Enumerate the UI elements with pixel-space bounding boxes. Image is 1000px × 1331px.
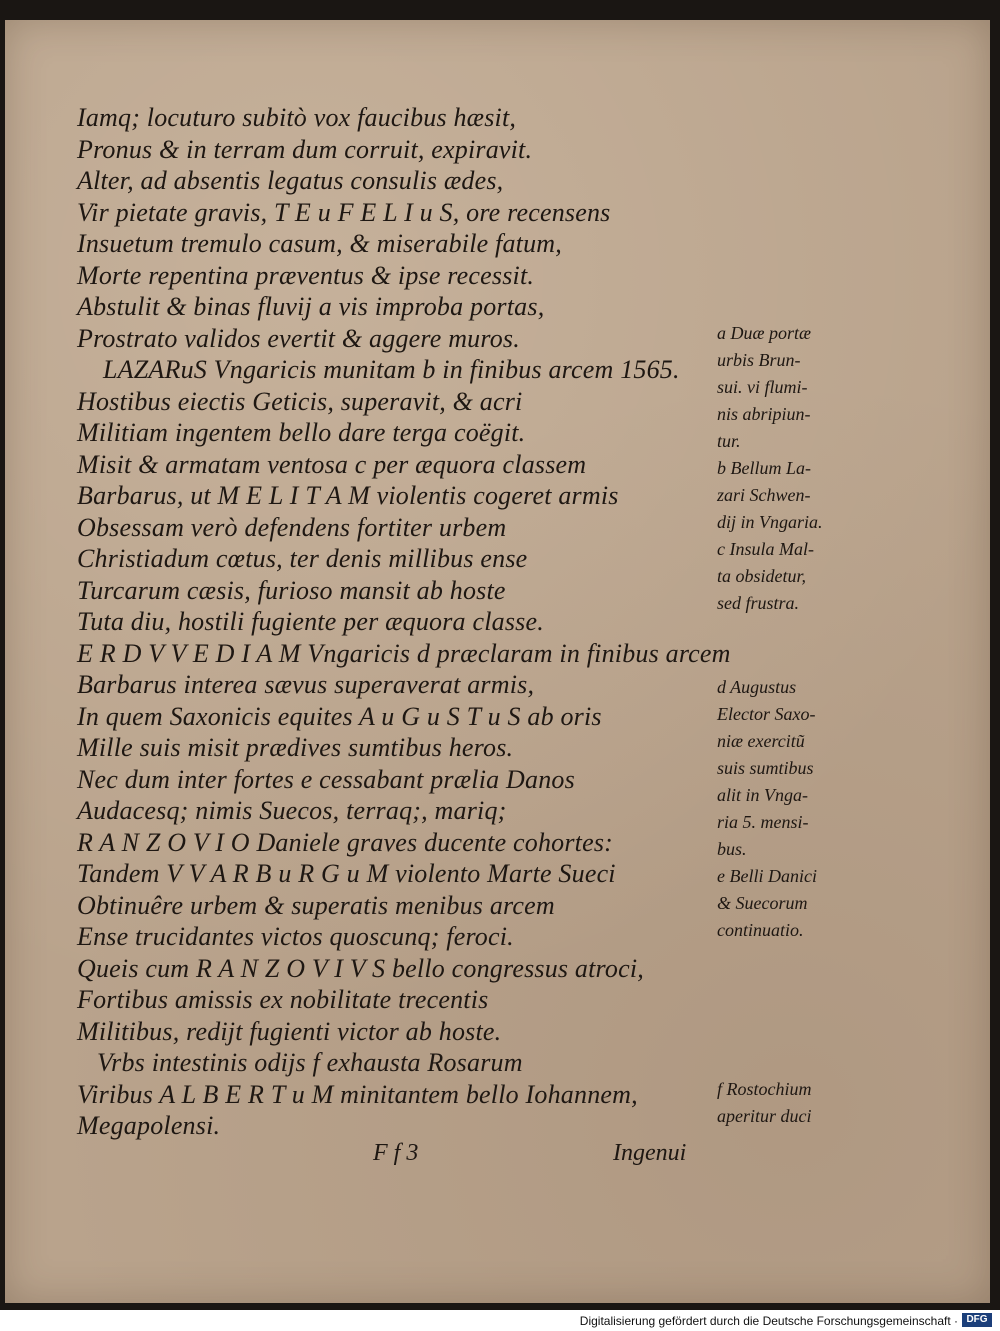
- text-line: In quem Saxonicis equites A u G u S T u S ab oris: [77, 701, 602, 731]
- margin-note-line: b Bellum La-: [717, 458, 811, 478]
- credit-bar: [0, 1310, 1000, 1331]
- text-line: Prostrato validos evertit & aggere muros.: [77, 323, 520, 353]
- margin-note-line: continuatio.: [717, 920, 804, 940]
- text-line: Militibus, redijt fugienti victor ab hoste.: [77, 1016, 502, 1046]
- margin-note-line: e Belli Danici: [717, 866, 817, 886]
- margin-note-line: niæ exercitũ: [717, 731, 805, 751]
- text-line: Insuetum tremulo casum, & miserabile fatum,: [77, 229, 562, 258]
- text-line: Fortibus amissis ex nobilitate trecentis: [77, 985, 489, 1014]
- text-line: Christiadum cœtus, ter denis millibus ense: [77, 544, 528, 573]
- margin-note-line: aperitur duci: [717, 1106, 812, 1126]
- text-line: Hostibus eiectis Geticis, superavit, & acri: [77, 386, 523, 416]
- main-text: [77, 102, 731, 1142]
- text-line: Abstulit & binas fluvij a vis improba portas,: [77, 292, 545, 321]
- margin-note-line: bus.: [717, 839, 747, 859]
- margin-note-line: alit in Vnga-: [717, 785, 808, 805]
- margin-note-line: sed frustra.: [717, 593, 800, 613]
- margin-note-d: [717, 674, 817, 944]
- margin-note-line: tur.: [717, 431, 741, 451]
- margin-note-line: ria 5. mensi-: [717, 812, 809, 832]
- text-line: Barbarus, ut M E L I T A M violentis cogeret armis: [77, 481, 619, 510]
- text-line: Ense trucidantes victos quoscunq; feroci.: [77, 922, 514, 951]
- text-line: Obtinuêre urbem & superatis menibus arcem: [77, 890, 555, 920]
- margin-note-line: a Duæ portæ: [717, 323, 812, 343]
- margin-note-line: c Insula Mal-: [717, 539, 814, 559]
- text-line: Mille suis misit prædives sumtibus heros.: [77, 733, 514, 762]
- margin-note-line: Elector Saxo-: [717, 704, 816, 724]
- text-line: Misit & armatam ventosa c per æquora classem: [77, 449, 587, 479]
- text-line: Militiam ingentem bello dare terga coëgit.: [77, 418, 526, 447]
- text-line: Vrbs intestinis odijs f exhausta Rosarum: [97, 1048, 523, 1077]
- text-line: Vir pietate gravis, T E u F E L I u S, ore recensens: [77, 197, 611, 227]
- funding-credit: Digitalisierung gefördert durch die Deutsche Forschungsgemeinschaft ·: [579, 1314, 958, 1328]
- margin-note-a: [717, 320, 823, 617]
- text-line: LAZARuS Vngaricis munitam b in finibus arcem 1565.: [103, 355, 680, 384]
- margin-note-line: ta obsidetur,: [717, 566, 807, 586]
- text-line: Alter, ad absentis legatus consulis ædes,: [77, 166, 504, 195]
- text-line: Tuta diu, hostili fugiente per æquora classe.: [77, 607, 544, 636]
- margin-note-line: & Suecorum: [717, 893, 808, 913]
- text-line: Turcarum cæsis, furioso mansit ab hoste: [77, 575, 506, 605]
- text-line: Barbarus interea sævus superaverat armis,: [77, 670, 535, 699]
- signature-mark: F f 3: [373, 1140, 419, 1166]
- text-line: Audacesq; nimis Suecos, terraq;, mariq;: [77, 796, 507, 825]
- margin-note-line: d Augustus: [717, 677, 797, 697]
- margin-note-line: sui. vi flumi-: [717, 377, 808, 397]
- margin-note-line: urbis Brun-: [717, 350, 801, 370]
- margin-note-line: zari Schwen-: [717, 485, 811, 505]
- text-line: Pronus & in terram dum corruit, expiravit.: [77, 134, 533, 164]
- dfg-logo-icon: DFG: [962, 1313, 992, 1327]
- book-page: [5, 20, 990, 1303]
- text-line: Megapolensi.: [77, 1111, 221, 1140]
- text-line: R A N Z O V I O Daniele graves ducente cohortes:: [77, 827, 614, 857]
- text-line: Obsessam verò defendens fortiter urbem: [77, 512, 507, 542]
- text-line: Viribus A L B E R T u M minitantem bello Iohannem,: [77, 1079, 638, 1109]
- text-line: E R D V V E D I A M Vngaricis d præclaram in finibus arcem: [77, 638, 731, 668]
- text-line: Nec dum inter fortes e cessabant prælia Danos: [77, 764, 575, 794]
- text-line: Tandem V V A R B u R G u M violento Marte Sueci: [77, 859, 616, 888]
- text-line: Iamq; locuturo subitò vox faucibus hæsit,: [77, 103, 517, 132]
- margin-note-line: f Rostochium: [717, 1079, 812, 1099]
- margin-note-line: dij in Vngaria.: [717, 512, 823, 532]
- margin-note-f: [717, 1076, 812, 1130]
- text-line: Morte repentina præventus & ipse recessit.: [77, 260, 535, 290]
- margin-note-line: suis sumtibus: [717, 758, 814, 778]
- catchword: Ingenui: [613, 1140, 687, 1166]
- text-line: Queis cum R A N Z O V I V S bello congressus atroci,: [77, 953, 644, 983]
- margin-note-line: nis abripiun-: [717, 404, 811, 424]
